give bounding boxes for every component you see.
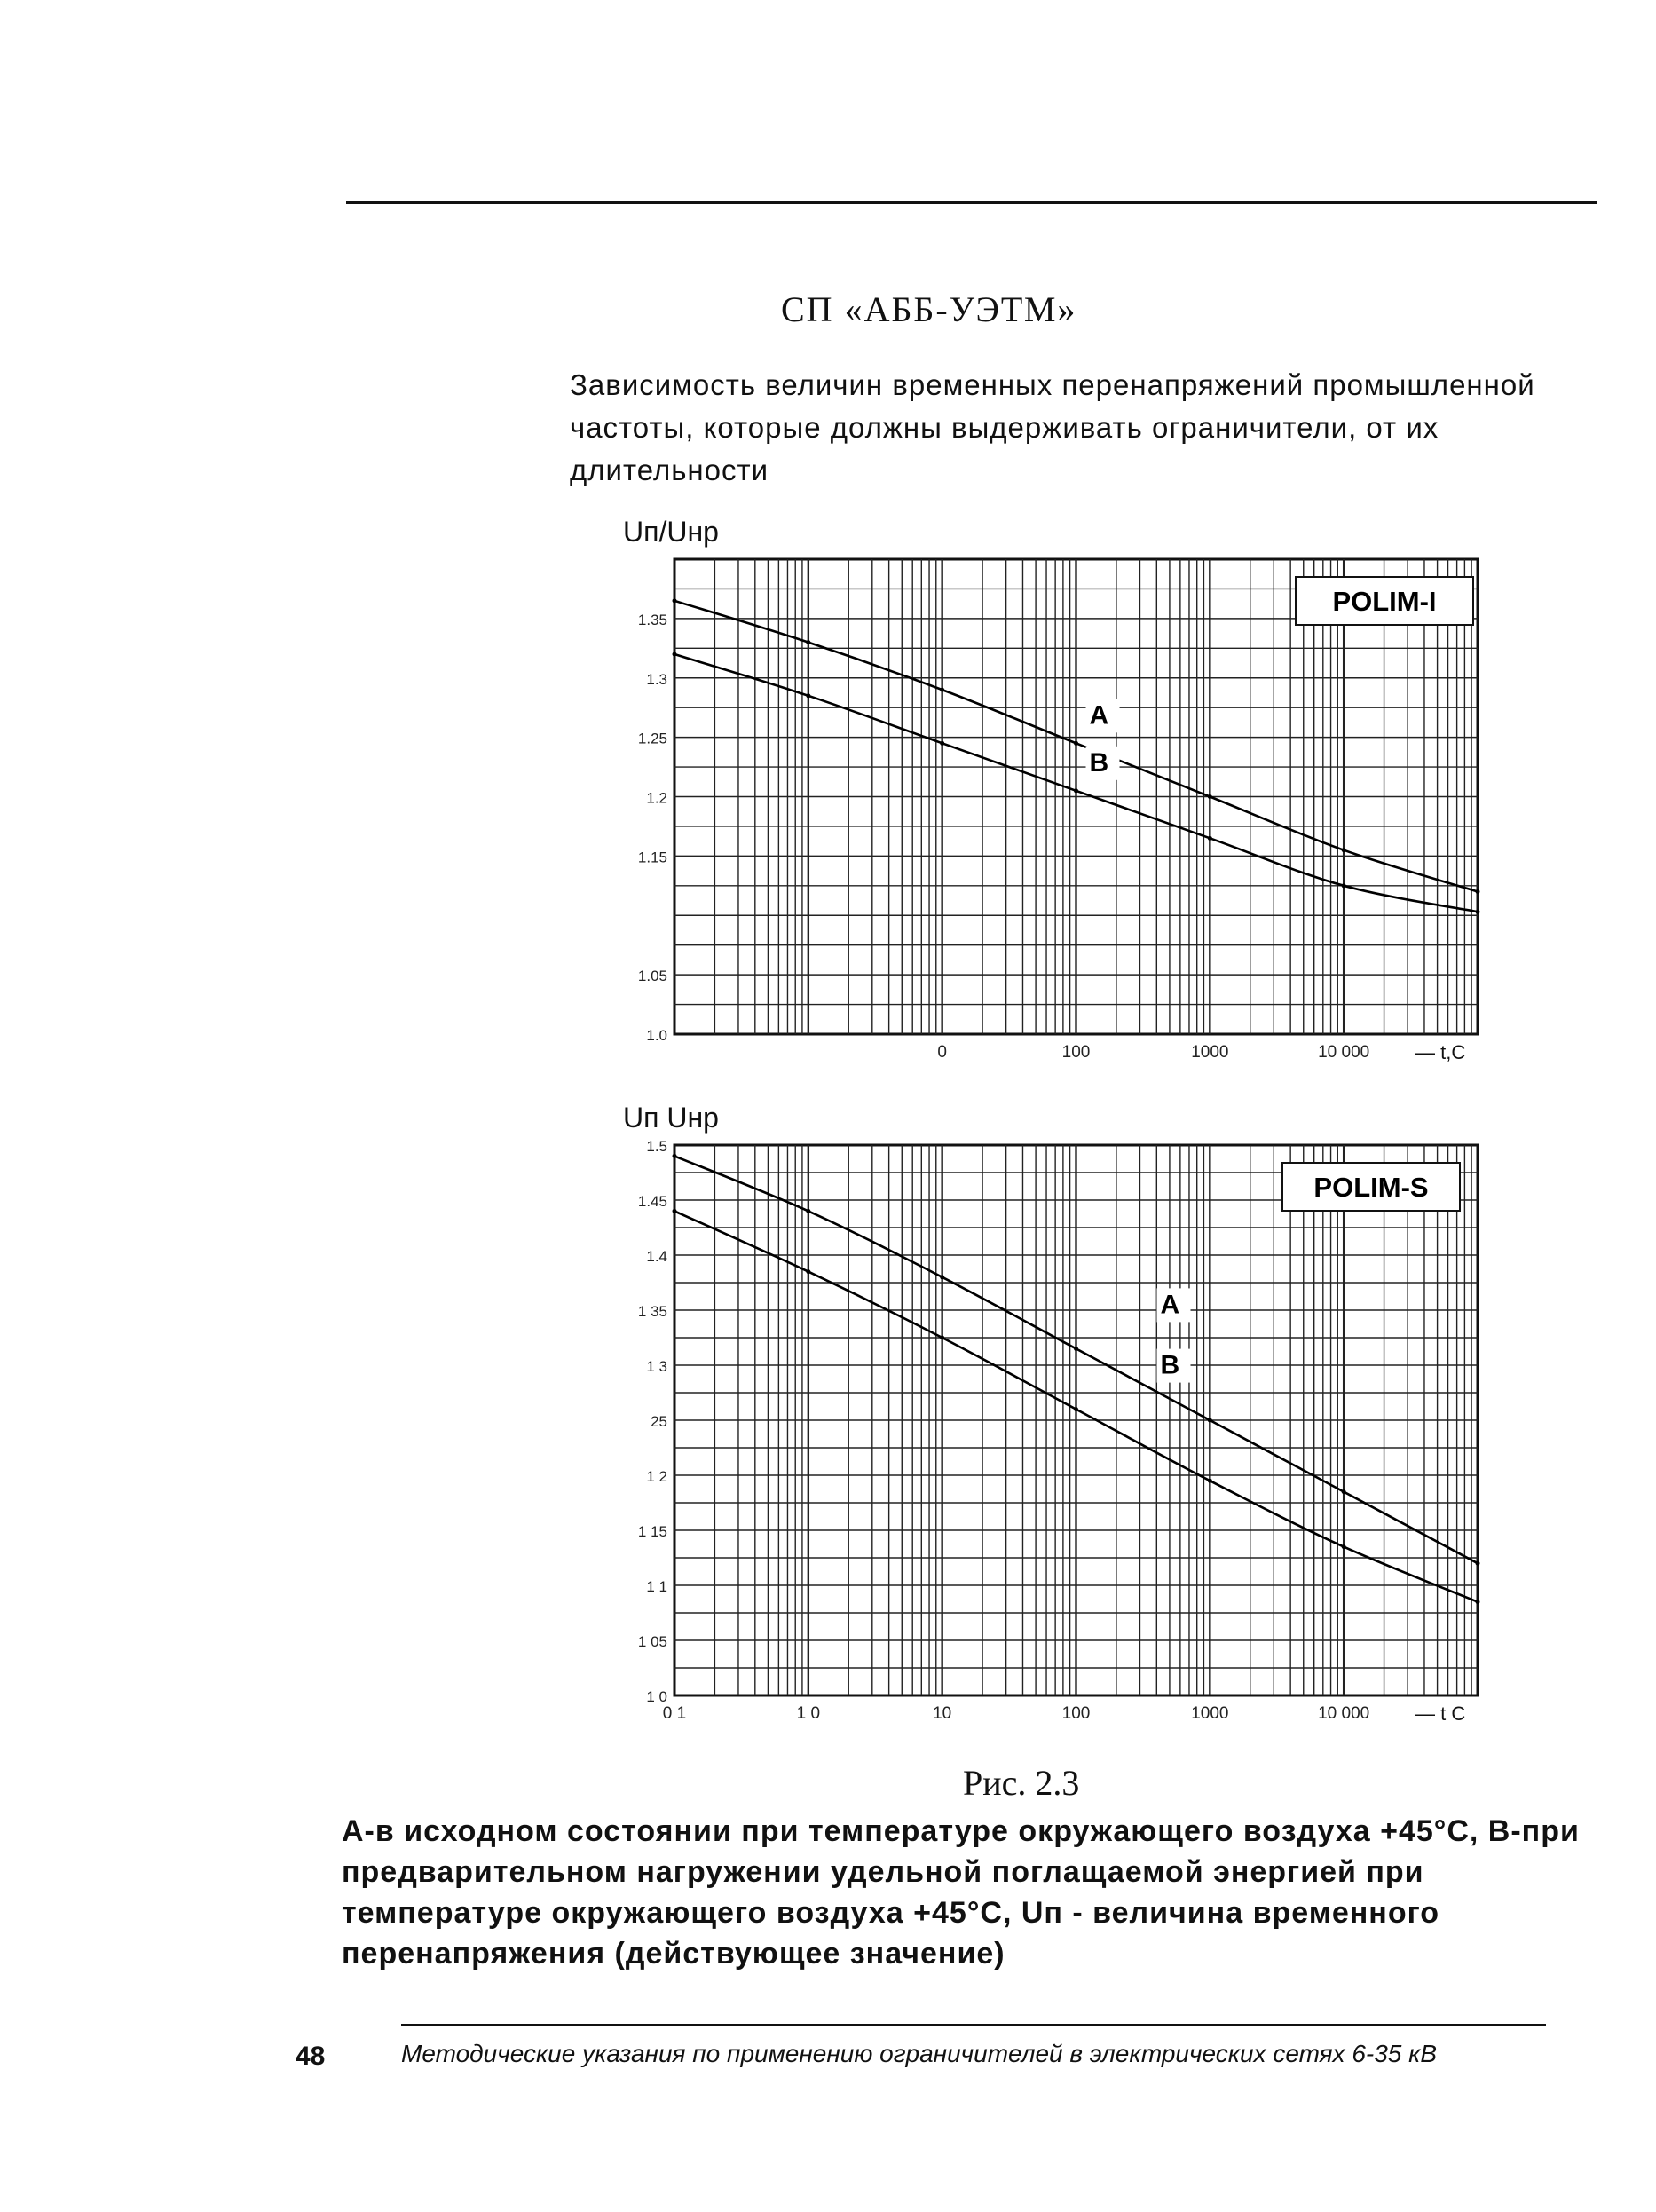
y-tick-label: 1 05 bbox=[637, 1633, 667, 1650]
series-point-a bbox=[1208, 794, 1212, 799]
series-point-b bbox=[1074, 1407, 1078, 1411]
y-tick-label: 1.0 bbox=[646, 1027, 667, 1044]
series-point-b bbox=[673, 652, 677, 657]
series-point-a bbox=[1342, 1489, 1346, 1494]
x-axis-label: — t,C bbox=[1415, 1041, 1466, 1063]
y-tick-label: 1.15 bbox=[637, 849, 667, 866]
series-point-b bbox=[1476, 910, 1480, 914]
series-point-b bbox=[806, 693, 810, 698]
series-point-a bbox=[806, 640, 810, 644]
page-number: 48 bbox=[296, 2042, 326, 2071]
y-tick-label: 1.2 bbox=[646, 789, 667, 807]
y-axis-label: Uп Uнр bbox=[623, 1102, 719, 1134]
x-axis-label: — t C bbox=[1415, 1702, 1466, 1725]
y-tick-label: 1 0 bbox=[646, 1688, 667, 1705]
series-point-a bbox=[1074, 1347, 1078, 1351]
x-tick-label: 1000 bbox=[1191, 1704, 1229, 1723]
series-point-a bbox=[673, 1154, 677, 1158]
chart-polim-i-svg bbox=[612, 515, 1518, 1083]
x-tick-label: 10 000 bbox=[1318, 1704, 1370, 1723]
x-tick-label: 100 bbox=[1061, 1043, 1091, 1062]
figure-legend: А-в исходном состоянии при температуре окружающего воздуха +45°С, В-при предварительном нагружении удельной поглащаемой энергией при температуре окружающего воздуха +45°С, Uп - величина временного перенапряжения (действующее значение) bbox=[342, 1814, 1580, 1971]
footer-rule bbox=[401, 2024, 1546, 2026]
chart-polim-i bbox=[612, 515, 1518, 1083]
series-point-b bbox=[1208, 836, 1212, 841]
y-tick-label: 1.3 bbox=[646, 670, 667, 688]
series-point-b bbox=[1342, 1544, 1346, 1549]
series-point-b bbox=[1476, 1600, 1480, 1604]
series-point-b bbox=[1342, 883, 1346, 888]
series-point-a bbox=[1476, 1561, 1480, 1566]
y-tick-label: 1.45 bbox=[637, 1193, 667, 1210]
footer-title: Методические указания по применению ограничителей в электрических сетях 6-35 кВ bbox=[401, 2040, 1438, 2067]
y-tick-label: 25 bbox=[651, 1413, 667, 1430]
y-tick-label: 1.4 bbox=[646, 1248, 667, 1265]
x-tick-label: 1 0 bbox=[796, 1704, 821, 1723]
series-point-a bbox=[1476, 889, 1480, 894]
series-point-a bbox=[1208, 1418, 1212, 1423]
y-tick-label: 1 15 bbox=[637, 1523, 667, 1540]
series-point-b bbox=[1208, 1479, 1212, 1483]
y-tick-label: 1 35 bbox=[637, 1303, 667, 1320]
x-tick-label: 0 bbox=[937, 1043, 947, 1062]
series-point-b bbox=[673, 1209, 677, 1213]
figure-caption: Рис. 2.3 bbox=[963, 1763, 1080, 1803]
y-axis-label: Uп/Uнр bbox=[623, 516, 719, 548]
top-rule bbox=[346, 201, 1597, 204]
chart-polim-s bbox=[612, 1101, 1518, 1749]
series-point-a bbox=[673, 598, 677, 603]
y-tick-label: 1.25 bbox=[637, 730, 667, 747]
x-tick-label: 10 bbox=[933, 1704, 952, 1723]
y-tick-label: 1.5 bbox=[646, 1138, 667, 1155]
series-point-a bbox=[1074, 741, 1078, 746]
y-tick-label: 1 1 bbox=[646, 1578, 667, 1595]
series-label-b: B bbox=[1089, 747, 1109, 778]
series-point-b bbox=[1074, 788, 1078, 793]
y-tick-label: 1.35 bbox=[637, 611, 667, 628]
x-tick-label: 100 bbox=[1061, 1704, 1091, 1723]
series-point-a bbox=[940, 688, 944, 692]
series-label-a: A bbox=[1089, 700, 1109, 731]
series-label-b: B bbox=[1160, 1350, 1180, 1380]
series-point-a bbox=[940, 1275, 944, 1279]
series-point-b bbox=[940, 1336, 944, 1340]
series-point-b bbox=[940, 741, 944, 746]
y-tick-label: 1 2 bbox=[646, 1468, 667, 1485]
y-tick-label: 1 3 bbox=[646, 1358, 667, 1375]
y-tick-label: 1.05 bbox=[637, 968, 667, 985]
company-name: СП «АББ-УЭТМ» bbox=[781, 289, 1077, 329]
x-tick-label: 0 1 bbox=[662, 1704, 687, 1723]
chart-badge: POLIM-S bbox=[1313, 1172, 1429, 1203]
x-tick-label: 10 000 bbox=[1318, 1043, 1370, 1062]
chart-intro-text: Зависимость величин временных перенапряжений промышленной частоты, которые должны выдерживать ограничители, от их длительности bbox=[570, 368, 1535, 486]
x-tick-label: 1000 bbox=[1191, 1043, 1229, 1062]
chart-polim-s-svg bbox=[612, 1101, 1518, 1749]
series-label-a: A bbox=[1160, 1290, 1180, 1320]
chart-badge: POLIM-I bbox=[1332, 586, 1437, 617]
series-point-a bbox=[806, 1209, 810, 1213]
series-point-b bbox=[806, 1269, 810, 1274]
series-point-a bbox=[1342, 848, 1346, 852]
